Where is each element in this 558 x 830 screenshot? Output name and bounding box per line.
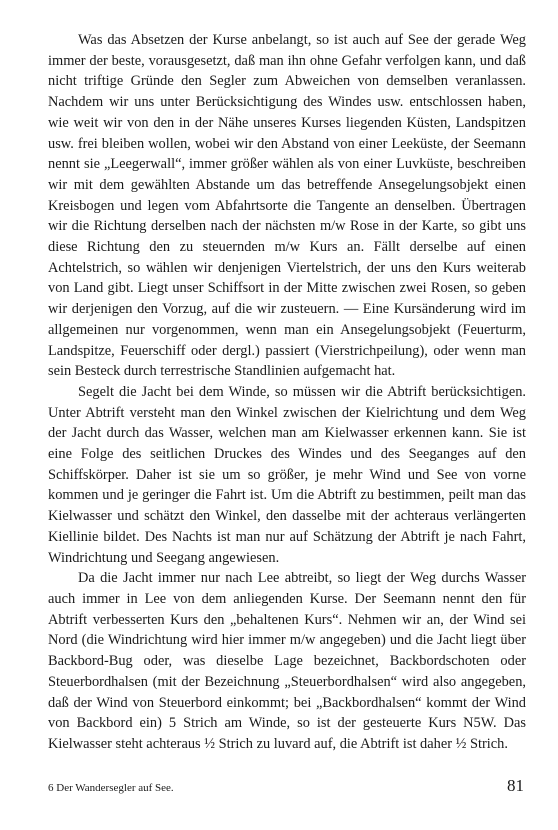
body-text xyxy=(48,30,526,755)
paragraph-3: Da die Jacht immer nur nach Lee abtreibt, so liegt der Weg durchs Wasser auch immer in Lee von dem anliegenden Kurse. Der Seemann nennt den für Abtrift verbesserten Kurs den „behaltenen Kurs“. Nehmen wir an, der Wind sei Nord (die Windrichtung wird hier immer m/w angegeben) und die Jacht liegt über Backbord-Bug oder, was dieselbe Lage bezeichnet, Backbordschoten oder Steuerbordhalsen (mit der Bezeichnung „Steuerbordhalsen“ wird also angegeben, daß der Wind von Steuerbord einkommt; bei „Backbordhalsen“ kommt der Wind von Backbord ein) 5 Strich am Winde, so ist der gesteuerte Kurs N5W. Das Kielwasser steht achteraus ½ Strich zu luvard auf, die Abtrift ist daher ½ Strich. xyxy=(48,570,526,752)
paragraph-1: Was das Absetzen der Kurse anbelangt, so ist auch auf See der gerade Weg immer der beste, vorausgesetzt, daß man ihn ohne Gefahr verfolgen kann, und daß nicht triftige Gründe den Segler zum Abweichen von demselben veranlassen. Nachdem wir uns unter Berücksichtigung des Windes usw. entschlossen haben, wie weit wir von den in der Nähe unseres Kurses liegenden Küsten, Landspitzen usw. frei bleiben wollen, wobei wir den Abstand von einer Leeküste, der Seemann nennt sie „Leegerwall“, immer größer wählen als von einer Luvküste, beschreiben wir mit dem gewählten Abstande um das betreffende Ansegelungsobjekt einen Kreisbogen und legen vom Abfahrtsorte die Tangente an denselben. Übertragen wir die Richtung derselben nach der nächsten m/w Rose in der Karte, so gibt uns diese Richtung den zu steuernden m/w Kurs an. Fällt derselbe auf einen Achtelstrich, so wählen wir denjenigen Viertelstrich, der uns den Kurs weiterab von Land gibt. Liegt unser Schiffsort in der Mitte zwischen zwei Rosen, so geben wir derjenigen den Vorzug, auf die wir zusteuern. — Eine Kursänderung wird im allgemeinen nur vorgenommen, wenn man ein Ansegelungsobjekt (Feuerturm, Landspitze, Feuerschiff oder dergl.) passiert (Vierstrichpeilung), oder wenn man sein Besteck durch terrestrische Standlinien aufgemacht hat. xyxy=(48,32,526,380)
page-footer xyxy=(48,776,526,800)
page-number: 81 xyxy=(507,776,524,795)
printer-signature: 6 Der Wandersegler auf See. xyxy=(48,782,174,794)
paragraph-2: Segelt die Jacht bei dem Winde, so müssen wir die Abtrift berücksichtigen. Unter Abtrift versteht man den Winkel zwischen der Kielrichtung und dem Weg der Jacht durch das Wasser, welchen man am Kielwasser erkennen kann. Sie ist eine Folge des seitlichen Druckes des Windes und des Seeganges auf den Schiffskörper. Daher ist sie um so größer, je mehr Wind und See von vorne kommen und je geringer die Fahrt ist. Um die Abtrift zu bestimmen, peilt man das Kielwasser und schätzt den Winkel, den dasselbe mit der achteraus verlängerten Kiellinie bildet. Des Nachts ist man nur auf Schätzung der Abtrift je nach Fahrt, Windrichtung und Seegang angewiesen. xyxy=(48,383,526,566)
